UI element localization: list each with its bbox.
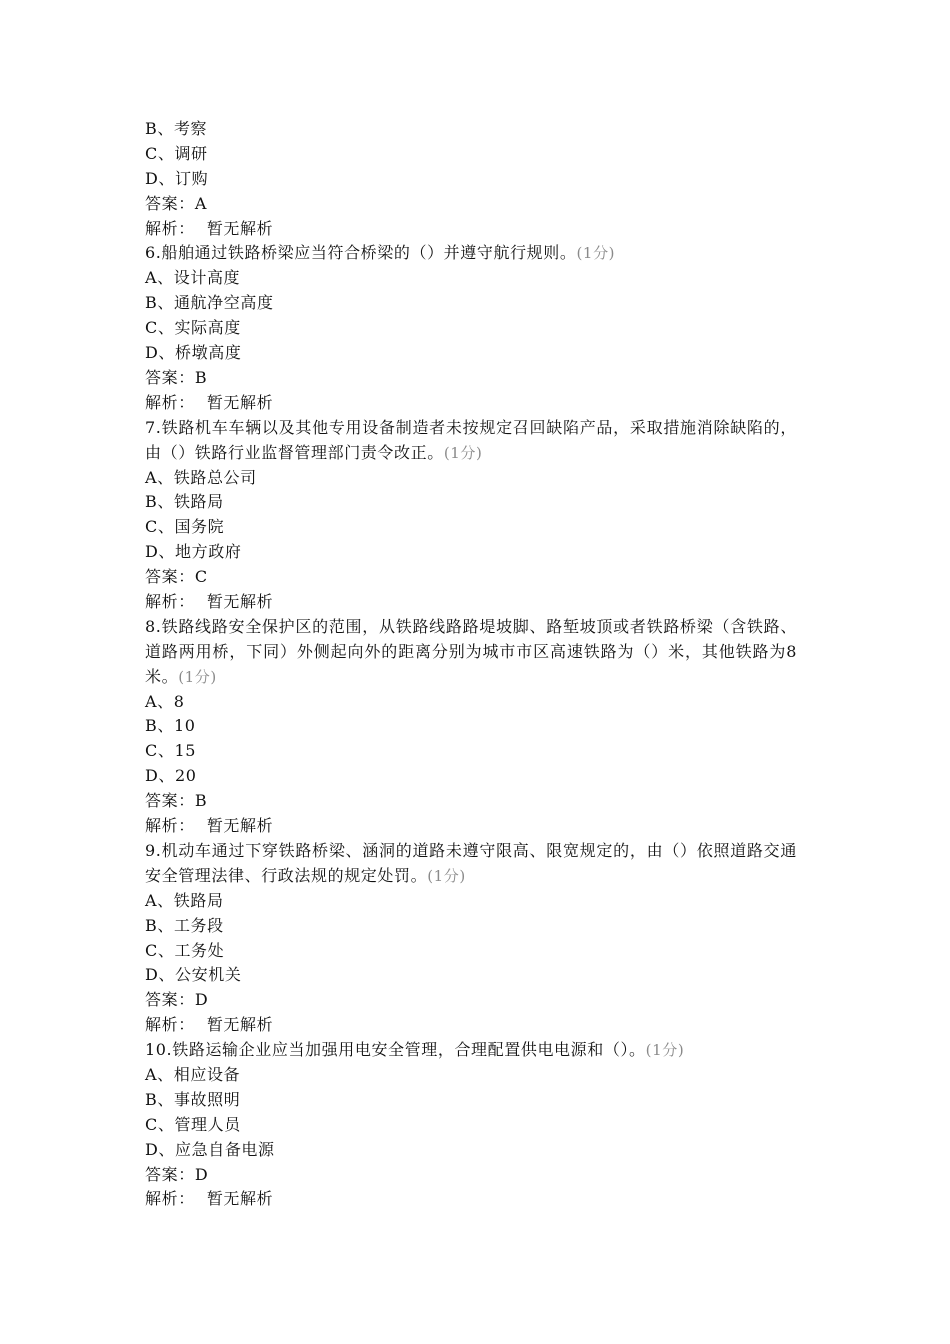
analysis-line: [145, 1187, 797, 1212]
answer-option: D、应急自备电源: [145, 1139, 275, 1159]
analysis-value: 暂无解析: [206, 591, 274, 611]
answer-value: A: [194, 193, 207, 213]
analysis-value: 暂无解析: [206, 1015, 274, 1035]
answer-option: C、调研: [145, 143, 208, 163]
answer-label: 答案：: [145, 193, 195, 213]
analysis-line: [145, 217, 797, 242]
question-score: (1分): [178, 667, 217, 686]
answer-value: B: [194, 791, 208, 811]
answer-option: C、管理人员: [145, 1114, 241, 1134]
analysis-line: [145, 1013, 797, 1038]
analysis-line: [145, 814, 797, 839]
answer-option: C、实际高度: [145, 318, 241, 338]
answer-label: 答案：: [145, 791, 195, 811]
question-score: (1分): [443, 443, 483, 462]
analysis-value: 暂无解析: [206, 816, 274, 836]
answer-option: B、工务段: [145, 915, 224, 935]
answer-label: 答案：: [145, 1164, 195, 1184]
analysis-label: 解析：: [145, 218, 195, 238]
analysis-value: 暂无解析: [206, 218, 274, 238]
answer-option: D、20: [145, 766, 197, 786]
answer-value: B: [194, 367, 208, 387]
answer-line: [145, 789, 797, 814]
answer-option: A、铁路局: [145, 890, 224, 910]
answer-option: B、事故照明: [145, 1089, 241, 1109]
analysis-label: 解析：: [145, 1015, 195, 1035]
answer-line: [145, 192, 797, 217]
answer-option: B、10: [145, 716, 196, 736]
question-text: [145, 416, 797, 466]
answer-option: A、相应设备: [145, 1064, 241, 1084]
answer-label: 答案：: [145, 990, 195, 1010]
question-stem: 8.铁路线路安全保护区的范围，从铁路线路路堤坡脚、路堑坡顶或者铁路桥梁（含铁路、道路两用桥，下同）外侧起向外的距离分别为城市市区高速铁路为（）米，其他铁路为8米。: [145, 616, 797, 686]
answer-value: D: [194, 1164, 209, 1184]
answer-option: C、工务处: [145, 940, 225, 960]
answer-option: C、国务院: [145, 517, 225, 537]
answer-value: C: [194, 567, 208, 587]
question-text: [145, 241, 797, 266]
question-score: (1分): [427, 866, 466, 885]
answer-label: 答案：: [145, 367, 195, 387]
answer-line: [145, 988, 797, 1013]
analysis-line: [145, 391, 797, 416]
answer-option: B、考察: [145, 119, 208, 138]
answer-line: [145, 565, 797, 590]
answer-option: B、通航净空高度: [145, 293, 274, 313]
answer-option: C、15: [145, 741, 197, 761]
answer-option: B、铁路局: [145, 492, 224, 512]
question-stem: 9.机动车通过下穿铁路桥梁、涵洞的道路未遵守限高、限宽规定的，由（）依照道路交通安全管理法律、行政法规的规定处罚。: [145, 840, 797, 885]
answer-option: A、铁路总公司: [145, 467, 257, 487]
analysis-value: 暂无解析: [206, 1189, 274, 1209]
answer-line: [145, 366, 797, 391]
question-stem: 10.铁路运输企业应当加强用电安全管理，合理配置供电电源和（）。: [145, 1040, 646, 1060]
analysis-label: 解析：: [145, 1189, 195, 1209]
answer-value: D: [194, 990, 209, 1010]
question-text: [145, 615, 797, 690]
answer-option: D、订购: [145, 168, 209, 188]
answer-option: D、桥墩高度: [145, 343, 242, 363]
question-text: [145, 1038, 797, 1063]
answer-option: A、设计高度: [145, 268, 241, 288]
answer-label: 答案：: [145, 567, 195, 587]
analysis-value: 暂无解析: [206, 392, 274, 412]
question-score: (1分): [576, 244, 616, 263]
question-stem: 7.铁路机车车辆以及其他专用设备制造者未按规定召回缺陷产品，采取措施消除缺陷的，由（）铁路行业监督管理部门责令改正。: [145, 417, 797, 462]
document-body: [145, 117, 797, 1212]
analysis-label: 解析：: [145, 392, 195, 412]
question-score: (1分): [645, 1041, 685, 1060]
analysis-label: 解析：: [145, 816, 195, 836]
answer-option: A、8: [145, 691, 185, 711]
answer-option: D、地方政府: [145, 542, 242, 562]
analysis-label: 解析：: [145, 591, 195, 611]
question-stem: 6.船舶通过铁路桥梁应当符合桥梁的（）并遵守航行规则。: [145, 243, 577, 263]
question-text: [145, 839, 797, 889]
answer-line: [145, 1163, 797, 1188]
analysis-line: [145, 590, 797, 615]
answer-option: D、公安机关: [145, 965, 242, 985]
